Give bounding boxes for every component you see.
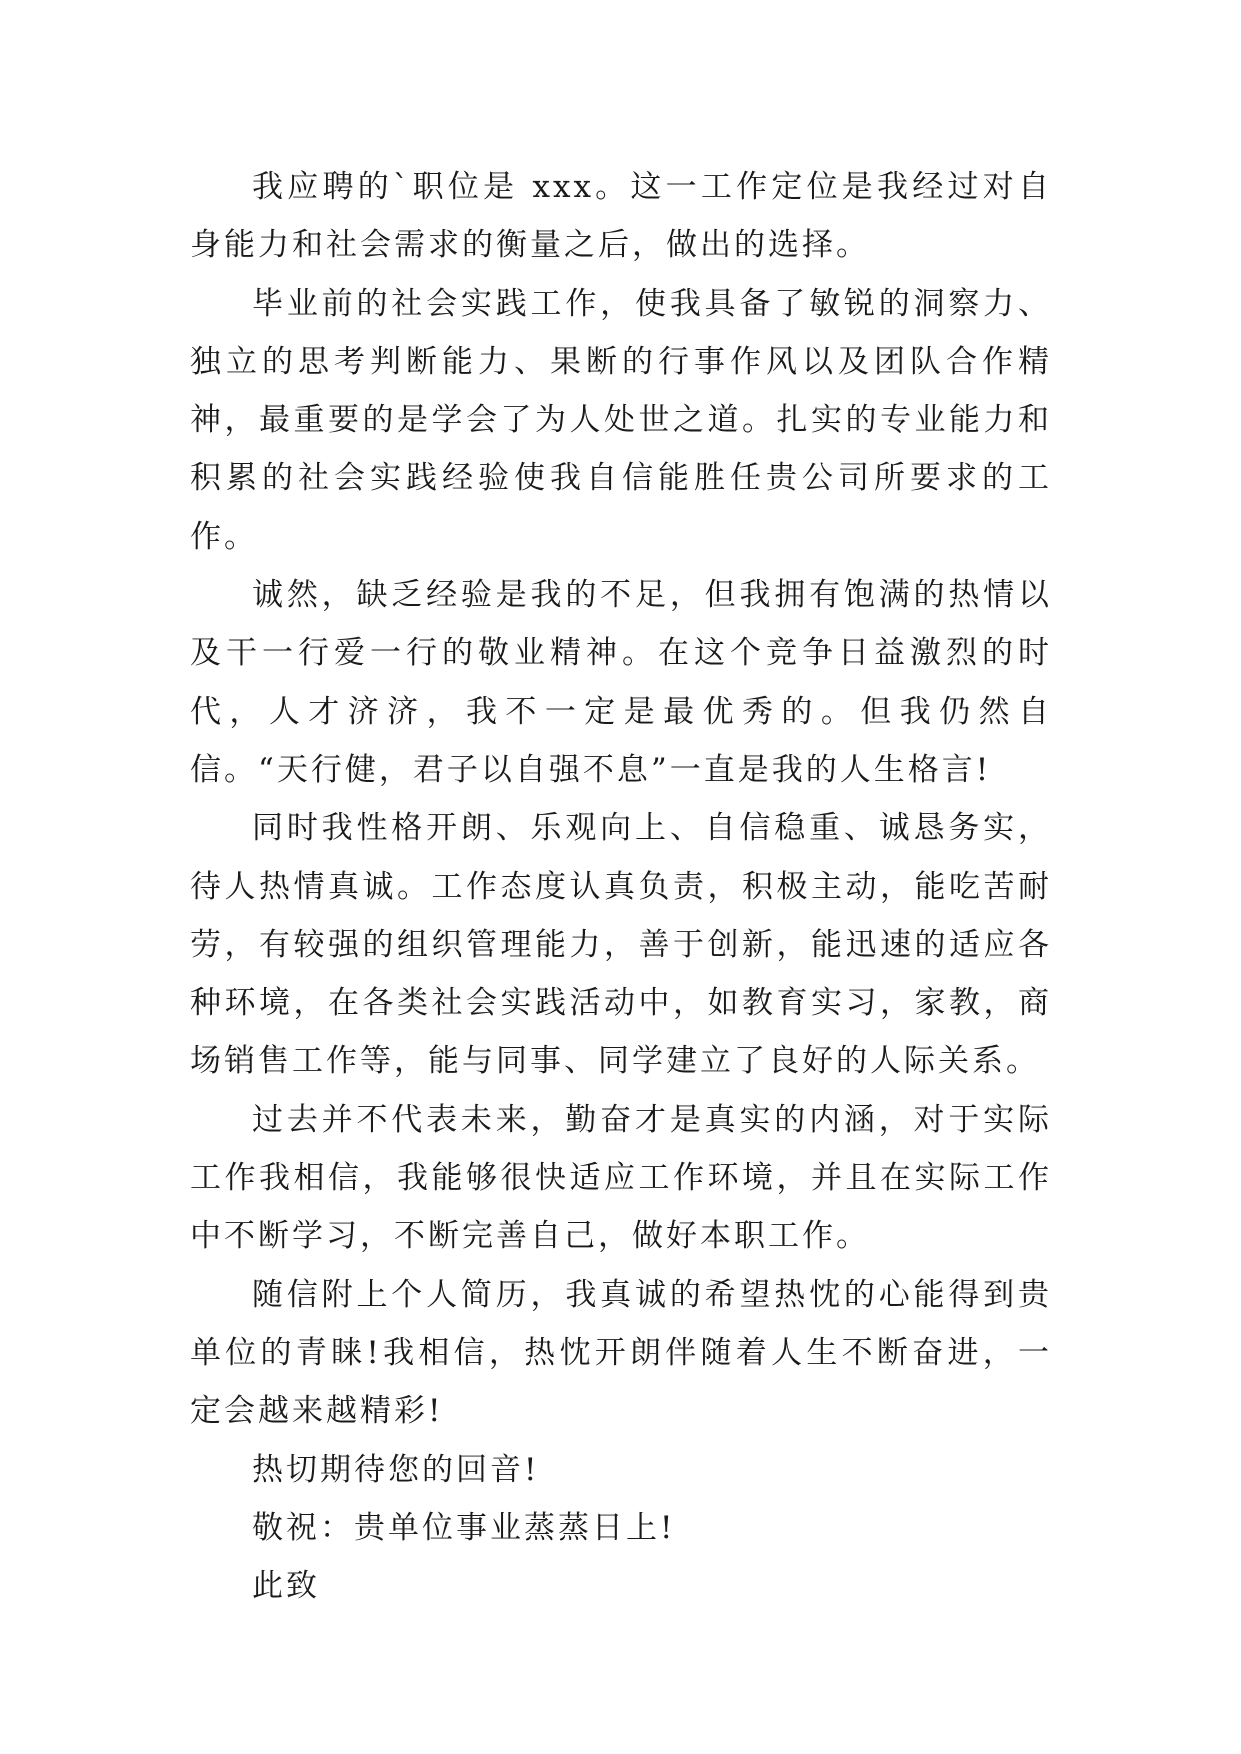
closing-expectation: 热切期待您的回音!: [252, 1451, 540, 1488]
paragraph-5: 过去并不代表未来，勤奋才是真实的内涵，对于实际工作我相信，我能够很快适应工作环境，并且在实际工作中不断学习，不断完善自己，做好本职工作。: [190, 1101, 1052, 1255]
letter-body: [190, 158, 1052, 1615]
closing-wishes: 敬祝：贵单位事业蒸蒸日上!: [252, 1509, 676, 1546]
paragraph-4: 同时我性格开朗、乐观向上、自信稳重、诚恳务实，待人热情真诚。工作态度认真负责，积极主动，能吃苦耐劳，有较强的组织管理能力，善于创新，能迅速的适应各种环境，在各类社会实践活动中，如教育实习，家教，商场销售工作等，能与同事、同学建立了良好的人际关系。: [190, 810, 1052, 1080]
closing-salutation: 此致: [252, 1568, 320, 1605]
paragraph-2: 毕业前的社会实践工作，使我具备了敏锐的洞察力、独立的思考判断能力、果断的行事作风以及团队合作精神，最重要的是学会了为人处世之道。扎实的专业能力和积累的社会实践经验使我自信能胜任贵公司所要求的工作。: [190, 285, 1052, 555]
paragraph-6: 随信附上个人简历，我真诚的希望热忱的心能得到贵单位的青睐!我相信，热忱开朗伴随着人生不断奋进，一定会越来越精彩!: [190, 1276, 1052, 1430]
paragraph-3: 诚然，缺乏经验是我的不足，但我拥有饱满的热情以及干一行爱一行的敬业精神。在这个竞争日益激烈的时代，人才济济，我不一定是最优秀的。但我仍然自信。“天行健，君子以自强不息”一直是我的人生格言!: [190, 577, 1052, 788]
paragraph-1: 我应聘的`职位是 xxx。这一工作定位是我经过对自身能力和社会需求的衡量之后，做出的选择。: [190, 169, 1052, 264]
